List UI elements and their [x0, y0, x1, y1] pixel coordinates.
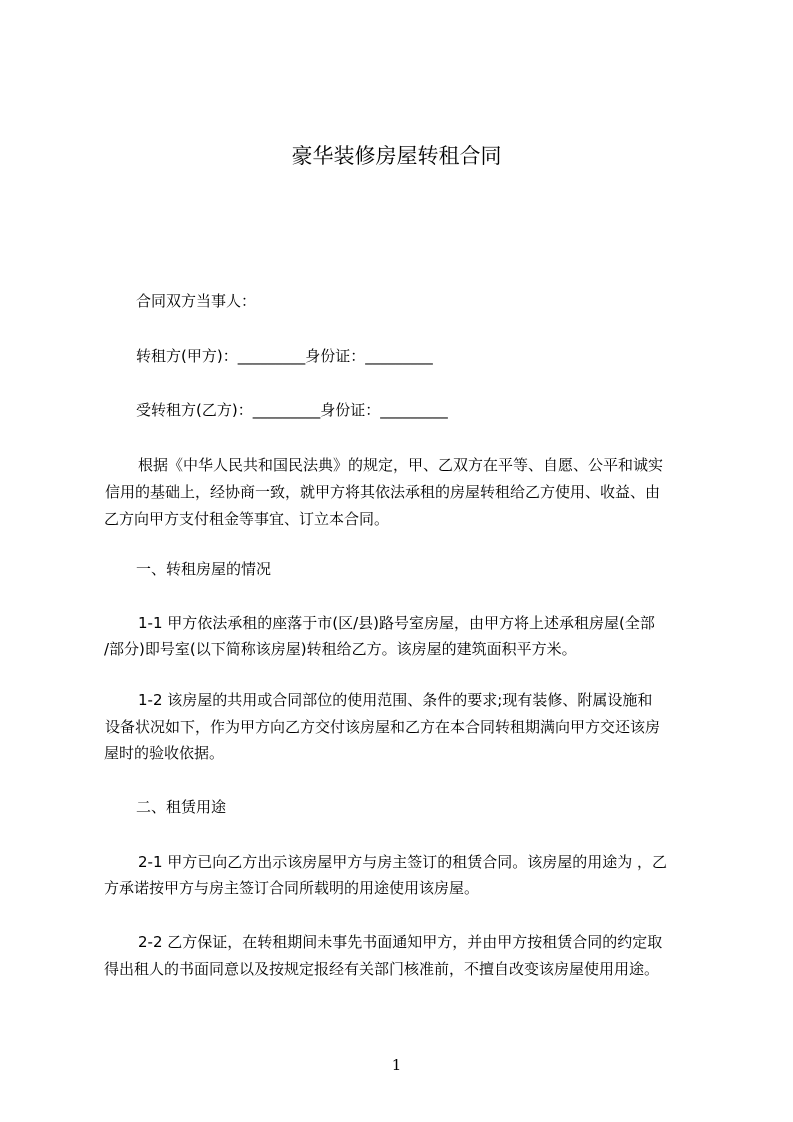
clause-2-2-line-1: 2-2 乙方保证，在转租期间未事先书面通知甲方，并由甲方按租赁合同的约定取: [138, 933, 663, 951]
clause-2-2-line-2: 得出租人的书面同意以及按规定报经有关部门核准前，不擅自改变该房屋使用用途。: [104, 960, 660, 978]
clause-1-1-line-2: /部分)即号室(以下简称该房屋)转租给乙方。该房屋的建筑面积平方米。: [104, 640, 577, 658]
section-1-heading: 一、转租房屋的情况: [136, 560, 272, 578]
clause-1-1-line-1: 1-1 甲方依法承租的座落于市(区/县)路号室房屋，由甲方将上述承租房屋(全部: [138, 614, 655, 632]
clause-2-1-line-2: 方承诺按甲方与房主签订合同所载明的用途使用该房屋。: [104, 879, 480, 897]
clause-1-2-line-3: 屋时的验收依据。: [104, 744, 225, 762]
document-title: 豪华装修房屋转租合同: [291, 144, 502, 168]
clause-1-2-line-1: 1-2 该房屋的共用或合同部位的使用范围、条件的要求;现有装修、附属设施和: [138, 691, 653, 709]
section-2-heading: 二、租赁用途: [136, 798, 227, 816]
page-number: 1: [391, 1056, 402, 1074]
clause-1-2-line-2: 设备状况如下，作为甲方向乙方交付该房屋和乙方在本合同转租期满向甲方交还该房: [105, 718, 661, 736]
parties-heading: 合同双方当事人：: [136, 292, 257, 310]
intro-line-2: 信用的基础上，经协商一致，就甲方将其依法承租的房屋转租给乙方使用、收益、由: [105, 483, 661, 501]
intro-line-1: 根据《中华人民共和国民法典》的规定，甲、乙双方在平等、自愿、公平和诚实: [138, 456, 664, 474]
party-a-line: 转租方(甲方)：_________身份证：_________: [136, 347, 433, 365]
party-b-line: 受转租方(乙方)：_________身份证：_________: [136, 401, 448, 419]
clause-2-1-line-1: 2-1 甲方已向乙方出示该房屋甲方与房主签订的租赁合同。该房屋的用途为 ，乙: [138, 853, 668, 871]
intro-line-3: 乙方向甲方支付租金等事宜、订立本合同。: [104, 510, 390, 528]
